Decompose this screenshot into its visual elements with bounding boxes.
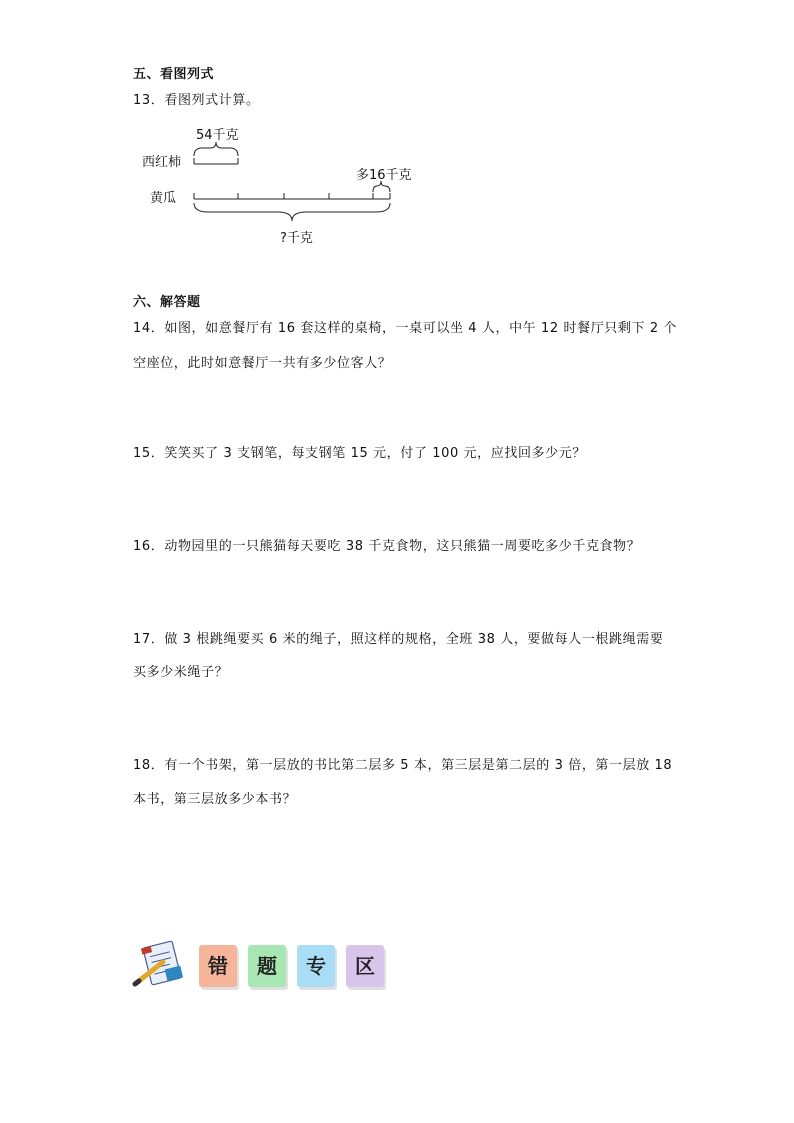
question-14-line-1: 14．如图，如意餐厅有 16 套这样的桌椅，一桌可以坐 4 人，中午 12 时餐厅只剩下 2 个 bbox=[133, 321, 678, 336]
question-16: 16．动物园里的一只熊猫每天要吃 38 千克食物，这只熊猫一周要吃多少千克食物？ bbox=[133, 539, 641, 554]
total-weight-label: ?千克 bbox=[280, 231, 313, 246]
question-13: 13．看图列式计算。 bbox=[133, 93, 260, 108]
tomato-label: 西红柿 bbox=[142, 155, 182, 170]
total-brace bbox=[194, 203, 390, 221]
extra-weight-label: 多16千克 bbox=[356, 168, 412, 183]
question-17-line-1: 17．做 3 根跳绳要买 6 米的绳子，照这样的规格，全班 38 人，要做每人一根跳绳需要 bbox=[133, 632, 664, 647]
question-17-line-2: 买多少米绳子？ bbox=[133, 665, 229, 680]
banner-tile-1: 错 bbox=[199, 945, 237, 987]
tomato-weight-label: 54千克 bbox=[196, 128, 239, 143]
section-title-5: 五、看图列式 bbox=[133, 67, 215, 82]
question-15: 15．笑笑买了 3 支钢笔，每支钢笔 15 元，付了 100 元，应找回多少元？ bbox=[133, 446, 586, 461]
cucumber-segment bbox=[194, 193, 390, 199]
line-segment-diagram bbox=[0, 0, 794, 300]
question-18-line-1: 18．有一个书架，第一层放的书比第二层多 5 本，第三层是第二层的 3 倍，第一层放 18 bbox=[133, 758, 673, 773]
banner-tile-4: 区 bbox=[346, 945, 384, 987]
extra-brace bbox=[373, 181, 390, 192]
question-18-line-2: 本书，第三层放多少本书？ bbox=[133, 792, 297, 807]
notebook-pencil-icon bbox=[133, 940, 189, 990]
tomato-brace bbox=[194, 142, 238, 156]
tomato-segment bbox=[194, 158, 238, 164]
question-14-line-2: 空座位，此时如意餐厅一共有多少位客人？ bbox=[133, 356, 392, 371]
banner-tile-3: 专 bbox=[297, 945, 335, 987]
banner-tile-2: 题 bbox=[248, 945, 286, 987]
section-title-6: 六、解答题 bbox=[133, 295, 201, 310]
cucumber-label: 黄瓜 bbox=[150, 191, 177, 206]
